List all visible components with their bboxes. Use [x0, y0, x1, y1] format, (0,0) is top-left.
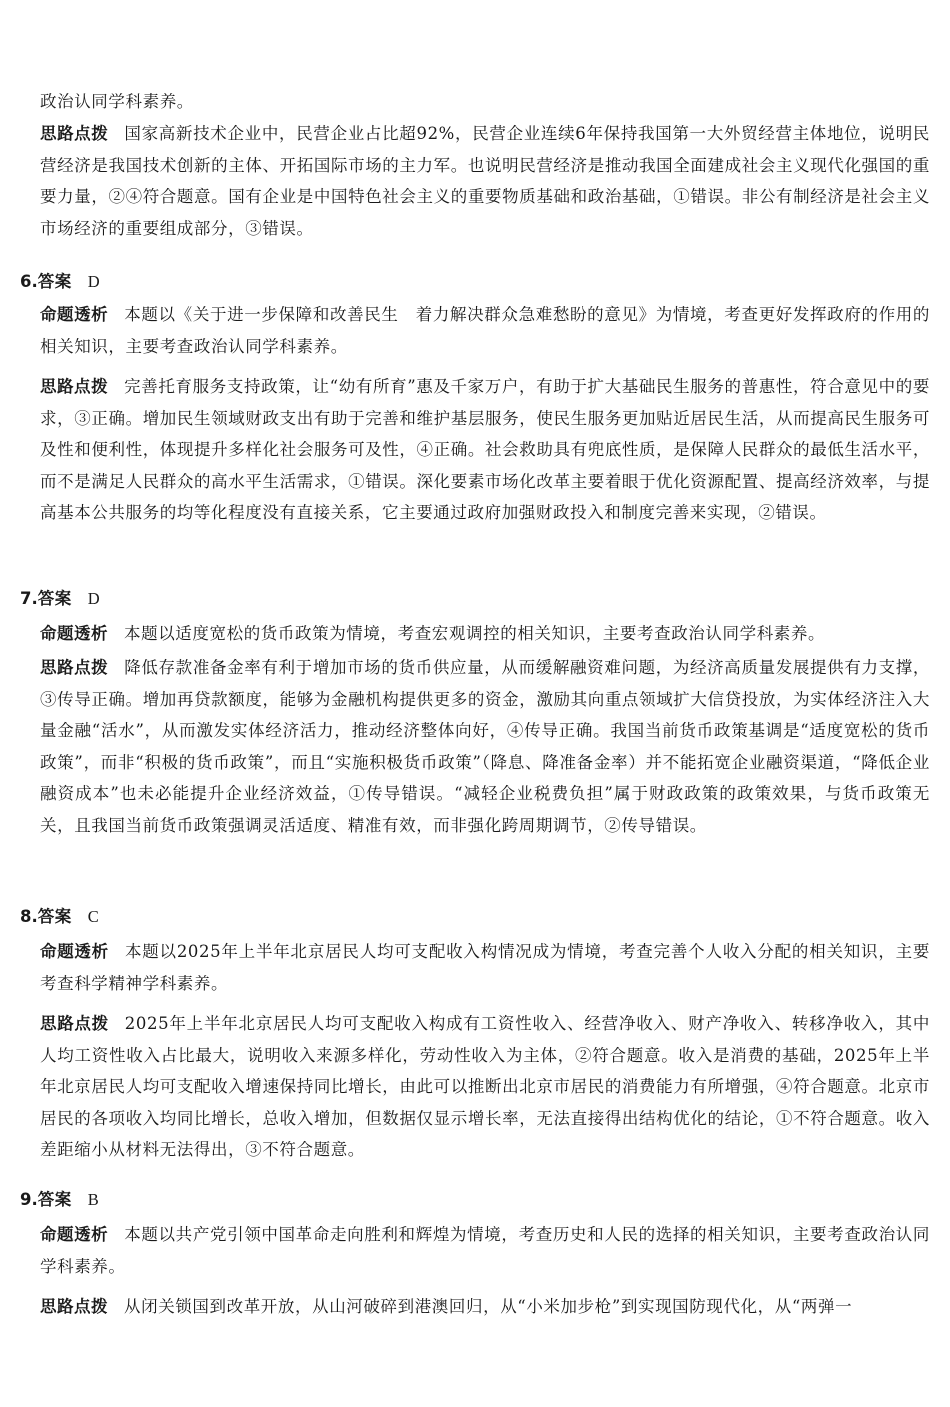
q8-answer-line: [20, 901, 99, 933]
q9-analysis: 思路点拨 从闭关锁国到改革开放，从山河破碎到港澳回归，从“小米加步枪”到实现国防现代化，从“两弹一: [40, 1297, 853, 1316]
answer-choice: D: [87, 589, 100, 608]
intent-label: 命题透析: [40, 942, 109, 961]
answer-label: 答案: [37, 1190, 72, 1209]
q9-answer-line: [20, 1184, 99, 1216]
intent-label: 命题透析: [40, 305, 109, 324]
question-number: 6.: [20, 272, 38, 291]
analysis-label: 思路点拨: [40, 377, 109, 396]
q7-analysis: 思路点拨 降低存款准备金率有利于增加市场的货币供应量，从而缓解融资难问题，为经济高质量发展提供有力支撑，③传导正确。增加再贷款额度，能够为金融机构提供更多的资金，激励其向重点领域扩大信贷投放，为实体经济注入大量金融“活水”，从而激发实体经济活力，推动经济整体向好，④传导正确。我国当前货币政策基调是“适度宽松的货币政策”，而非“积极的货币政策”，而且“实施积极货币政策”（降息、降准备金率）并不能拓宽企业融资渠道，“降低企业融资成本”也未必能提升企业经济效益，①传导错误。“减轻企业税费负担”属于财政政策的政策效果，与货币政策无关，且我国当前货币政策强调灵活适度、精准有效，而非强化跨周期调节，②传导错误。: [40, 658, 931, 835]
answer-label: 答案: [37, 907, 72, 926]
question-number: 9.: [20, 1190, 38, 1209]
analysis-label: 思路点拨: [40, 658, 109, 677]
analysis-label: 思路点拨: [40, 1297, 108, 1316]
q6-answer-line: [20, 266, 100, 298]
answer-label: 答案: [37, 589, 72, 608]
q9-intent: 命题透析 本题以共产党引领中国革命走向胜利和辉煌为情境，考查历史和人民的选择的相关知识，主要考查政治认同学科素养。: [40, 1225, 931, 1276]
q7-intent: 命题透析 本题以适度宽松的货币政策为情境，考查宏观调控的相关知识，主要考查政治认同学科素养。: [40, 624, 826, 643]
question-number: 7.: [20, 589, 38, 608]
question-number: 8.: [20, 907, 38, 926]
answer-choice: C: [87, 907, 99, 926]
analysis-label: 思路点拨: [40, 1014, 109, 1033]
q6-intent: 命题透析 本题以《关于进一步保障和改善民生 着力解决群众急难愁盼的意见》为情境，考查更好发挥政府的作用的相关知识，主要考查政治认同学科素养。: [40, 305, 931, 356]
q8-intent: 命题透析 本题以2025年上半年北京居民人均可支配收入构情况成为情境，考查完善个人收入分配的相关知识，主要考查科学精神学科素养。: [40, 942, 931, 993]
q5-analysis: 思路点拨 国家高新技术企业中，民营企业占比超92%，民营企业连续6年保持我国第一大外贸经营主体地位，说明民营经济是我国技术创新的主体、开拓国际市场的主力军。也说明民营经济是推动我国全面建成社会主义现代化强国的重要力量，②④符合题意。国有企业是中国特色社会主义的重要物质基础和政治基础，①错误。非公有制经济是社会主义市场经济的重要组成部分，③错误。: [40, 124, 930, 238]
q6-analysis: 思路点拨 完善托育服务支持政策，让“幼有所育”惠及千家万户，有助于扩大基础民生服务的普惠性，符合意见中的要求，③正确。增加民生领域财政支出有助于完善和维护基层服务，使民生服务更加贴近居民生活，从而提高民生服务可及性和便利性，体现提升多样化社会服务可及性，④正确。社会救助具有兜底性质，是保障人民群众的最低生活水平，而不是满足人民群众的高水平生活需求，①错误。深化要素市场化改革主要着眼于优化资源配置、提高经济效率，与提高基本公共服务的均等化程度没有直接关系，它主要通过政府加强财政投入和制度完善来实现，②错误。: [40, 377, 931, 522]
answer-choice: B: [87, 1190, 99, 1209]
intent-label: 命题透析: [40, 624, 108, 643]
q7-answer-line: [20, 583, 100, 615]
q5-intent-tail: 政治认同学科素养。: [40, 92, 194, 111]
answer-choice: D: [87, 272, 100, 291]
intent-label: 命题透析: [40, 1225, 109, 1244]
analysis-label: 思路点拨: [40, 124, 109, 143]
q8-analysis: 思路点拨 2025年上半年北京居民人均可支配收入构成有工资性收入、经营净收入、财产净收入、转移净收入，其中人均工资性收入占比最大，说明收入来源多样化，劳动性收入为主体，②符合题意。收入是消费的基础，2025年上半年北京居民人均可支配收入增速保持同比增长，由此可以推断出北京市居民的消费能力有所增强，④符合题意。北京市居民的各项收入均同比增长，总收入增加，但数据仅显示增长率，无法直接得出结构优化的结论，①不符合题意。收入差距缩小从材料无法得出，③不符合题意。: [40, 1014, 931, 1159]
answer-label: 答案: [37, 272, 72, 291]
